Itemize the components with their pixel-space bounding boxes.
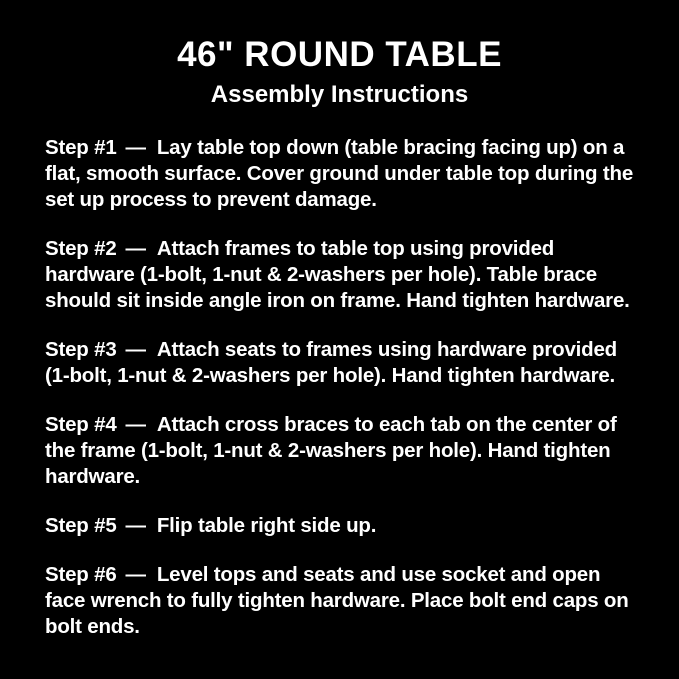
step-5	[45, 513, 639, 539]
step-2	[45, 236, 639, 314]
step-separator: —	[125, 563, 146, 587]
step-label: Step #5	[45, 514, 117, 538]
step-label: Step #3	[45, 338, 117, 362]
step-label: Step #1	[45, 136, 117, 160]
page-subtitle: Assembly Instructions	[210, 80, 469, 108]
step-text: Flip table right side up.	[156, 514, 377, 538]
step-label: Step #2	[45, 237, 117, 261]
step-separator: —	[125, 338, 146, 362]
step-text: Lay table top down (table bracing facing up) on a flat, smooth surface. Cover ground under table top during the set up process to prevent damage.	[45, 136, 634, 212]
step-text: Attach frames to table top using provided hardware (1-bolt, 1-nut & 2-washers per hole). Table brace should sit inside angle iron on frame. Hand tighten hardware.	[45, 237, 630, 313]
step-1	[45, 135, 639, 213]
step-label: Step #4	[45, 413, 117, 437]
step-text: Attach seats to frames using hardware provided (1-bolt, 1-nut & 2-washers per hole). Hand tighten hardware.	[45, 338, 617, 388]
step-separator: —	[125, 514, 146, 538]
step-separator: —	[125, 237, 146, 261]
step-text: Level tops and seats and use socket and open face wrench to fully tighten hardware. Place bolt end caps on bolt ends.	[45, 563, 629, 639]
step-6	[45, 562, 639, 640]
step-separator: —	[125, 136, 146, 160]
steps-list	[45, 135, 639, 640]
step-3	[45, 337, 639, 389]
step-4	[45, 412, 639, 490]
step-label: Step #6	[45, 563, 117, 587]
step-text: Attach cross braces to each tab on the center of the frame (1-bolt, 1-nut & 2-washers per hole). Hand tighten hardware.	[45, 413, 617, 489]
page-title: 46" ROUND TABLE	[177, 35, 502, 74]
step-separator: —	[125, 413, 146, 437]
